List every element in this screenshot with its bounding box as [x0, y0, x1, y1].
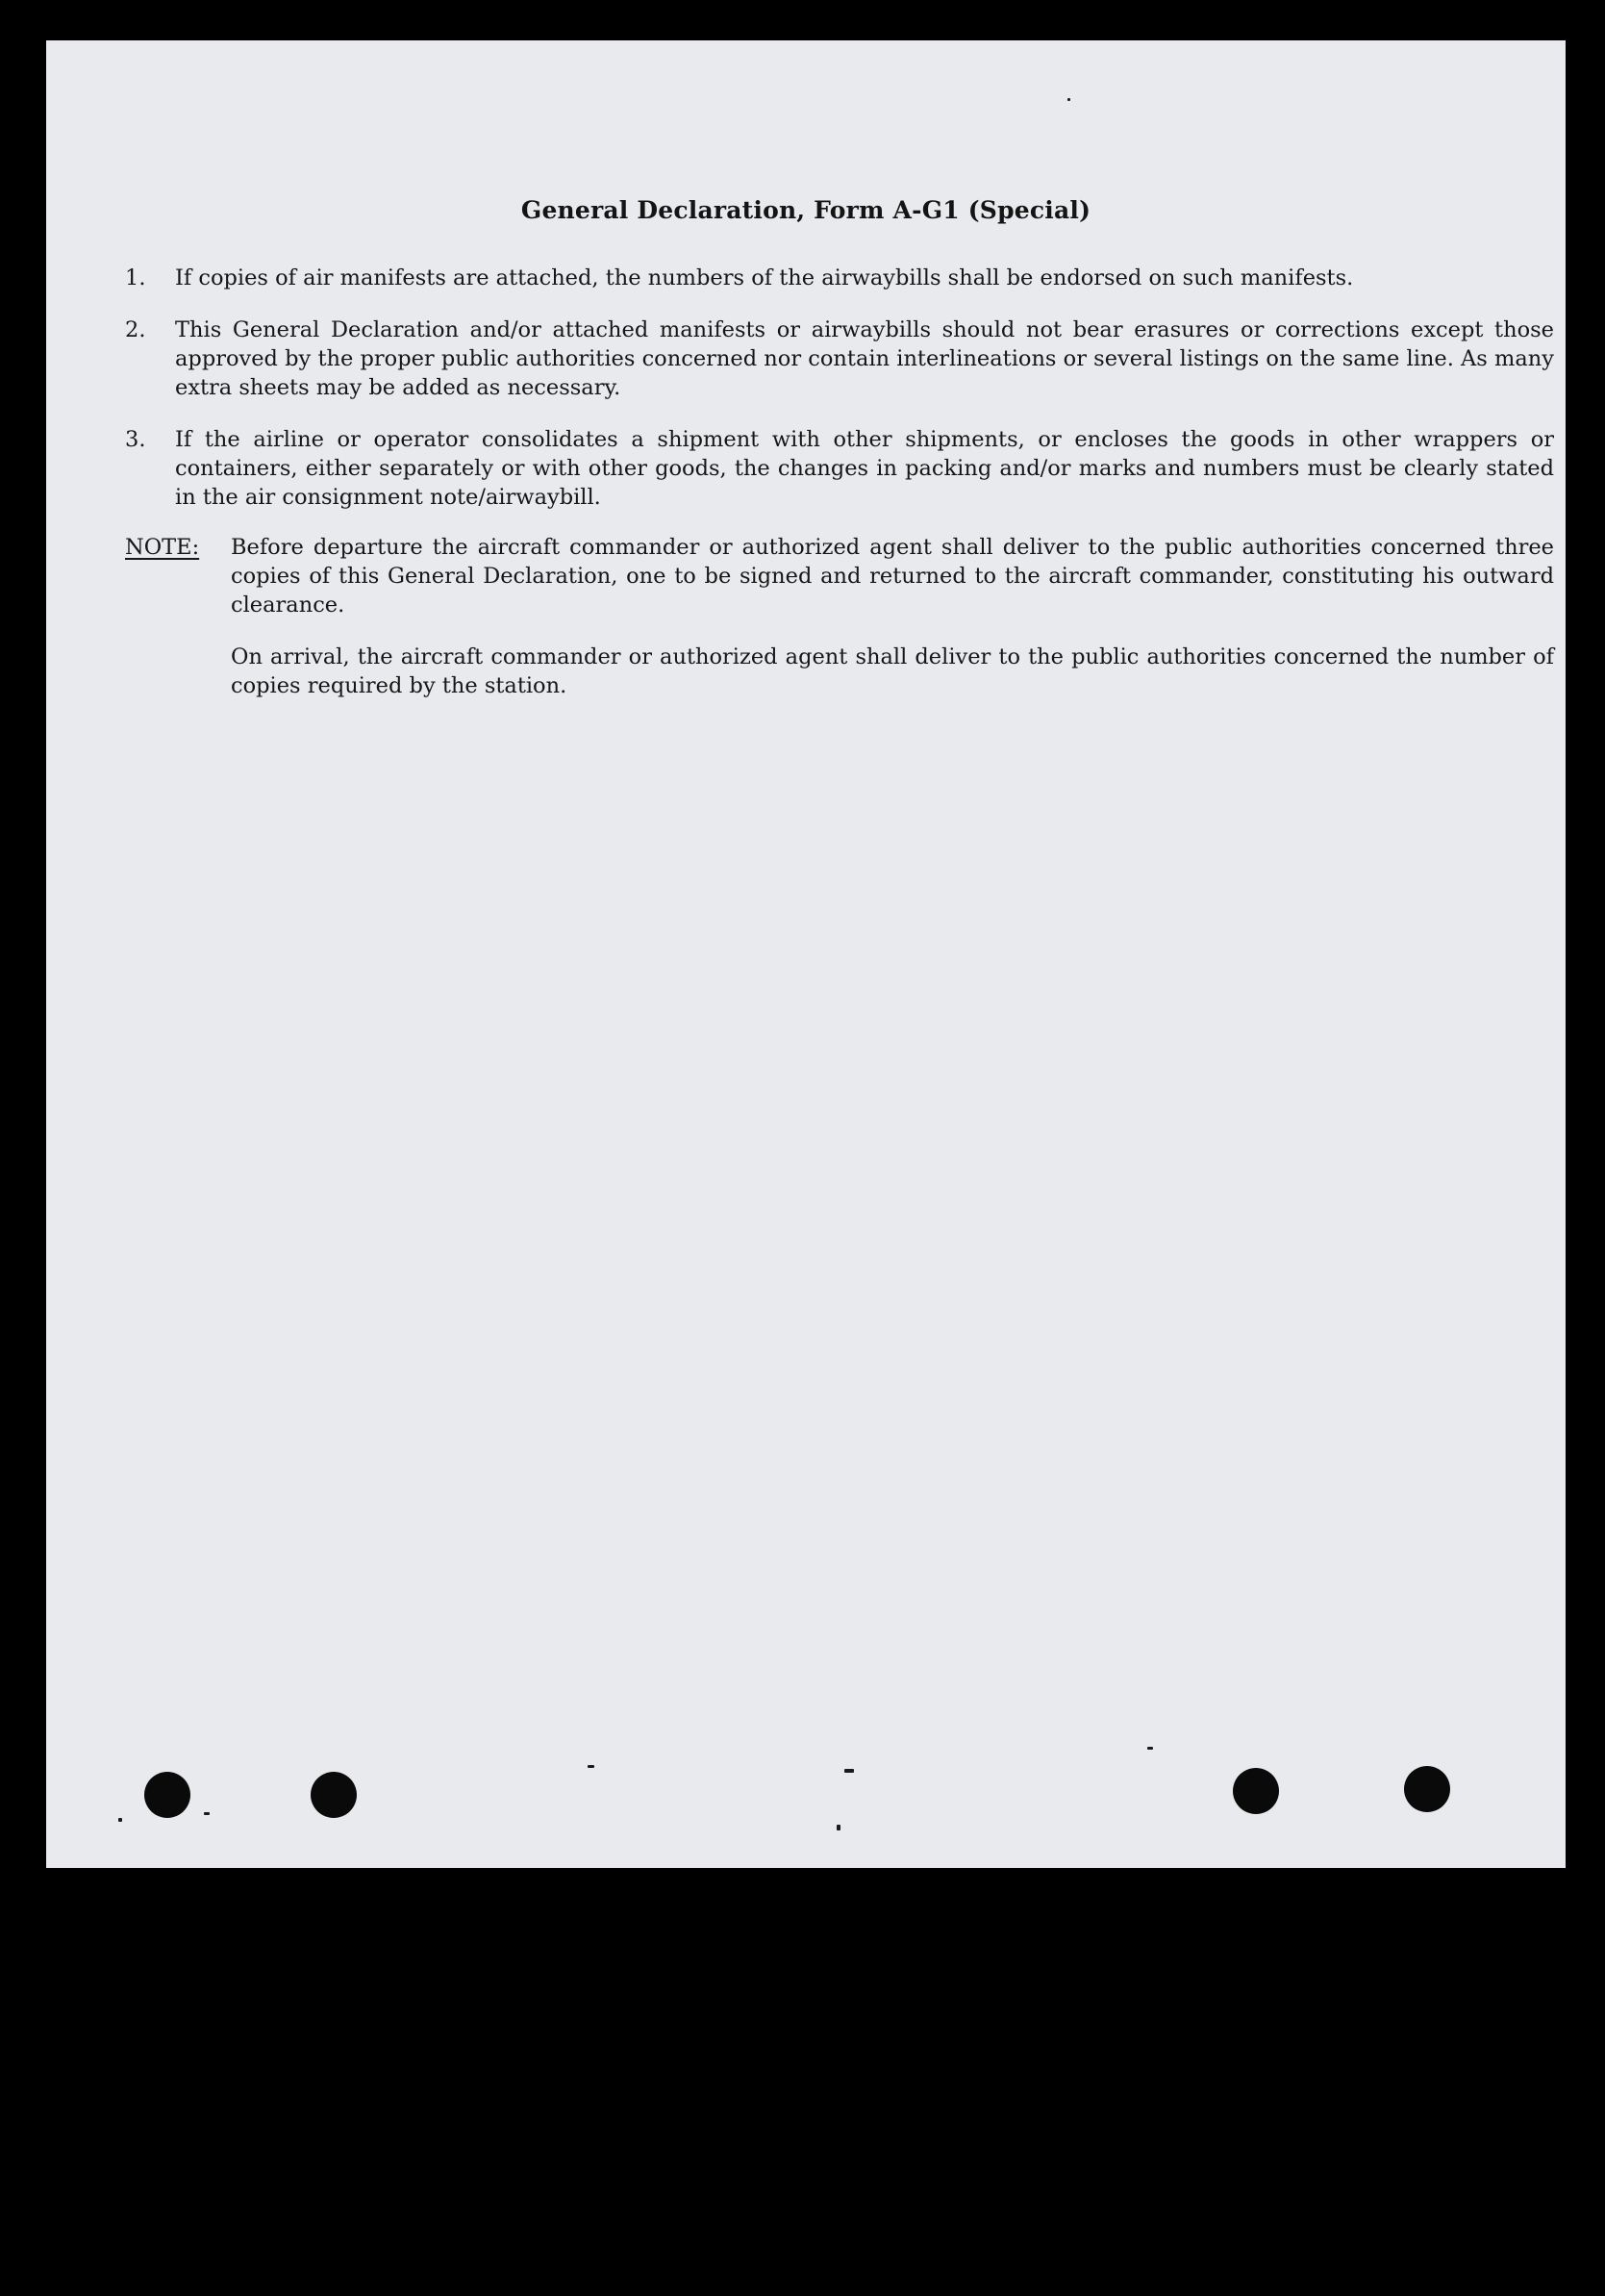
- note-section: [125, 533, 1554, 723]
- scan-speck: [844, 1769, 854, 1773]
- note-label: NOTE:: [125, 535, 200, 560]
- scan-speck: [204, 1812, 210, 1815]
- item-text: If the airline or operator consolidates a shipment with other shipments, or encloses the goods in other wrappers or containers, either separately or with other goods, the changes in packing and/or marks and numbers must be clearly stated in the air consignment note/airwaybill.: [175, 427, 1554, 510]
- scan-speck: [837, 1825, 840, 1830]
- list-item: [125, 264, 1554, 292]
- item-number: 2.: [125, 317, 146, 342]
- document-title: General Declaration, Form A-G1 (Special): [520, 196, 1091, 224]
- scan-speck: [1067, 98, 1070, 101]
- item-text: If copies of air manifests are attached, the numbers of the airwaybills shall be endorsed on such manifests.: [175, 265, 1354, 290]
- item-number: 1.: [125, 265, 146, 290]
- list-item: [125, 315, 1554, 402]
- scan-speck: [118, 1818, 122, 1822]
- punch-hole: [1233, 1768, 1279, 1814]
- document-body: [125, 264, 1554, 723]
- item-number: 3.: [125, 427, 146, 452]
- scan-speck: [1147, 1747, 1153, 1750]
- punch-hole: [1404, 1766, 1450, 1812]
- scan-speck: [588, 1765, 594, 1768]
- item-text: This General Declaration and/or attached manifests or airwaybills should not bear erasures or corrections except those approved by the proper public authorities concerned nor contain interlineations or several listings on the same line. As many extra sheets may be added as necessary.: [175, 317, 1554, 400]
- note-body: [231, 533, 1554, 723]
- note-paragraph: Before departure the aircraft commander or authorized agent shall deliver to the public authorities concerned three copies of this General Declaration, one to be signed and returned to the aircraft commander, constituting his outward clearance.: [231, 535, 1554, 618]
- list-item: [125, 425, 1554, 512]
- note-paragraph: On arrival, the aircraft commander or authorized agent shall deliver to the public authorities concerned the number of copies required by the station.: [231, 644, 1554, 698]
- punch-hole: [311, 1772, 357, 1818]
- punch-hole: [144, 1772, 190, 1818]
- document-page: [46, 40, 1566, 1868]
